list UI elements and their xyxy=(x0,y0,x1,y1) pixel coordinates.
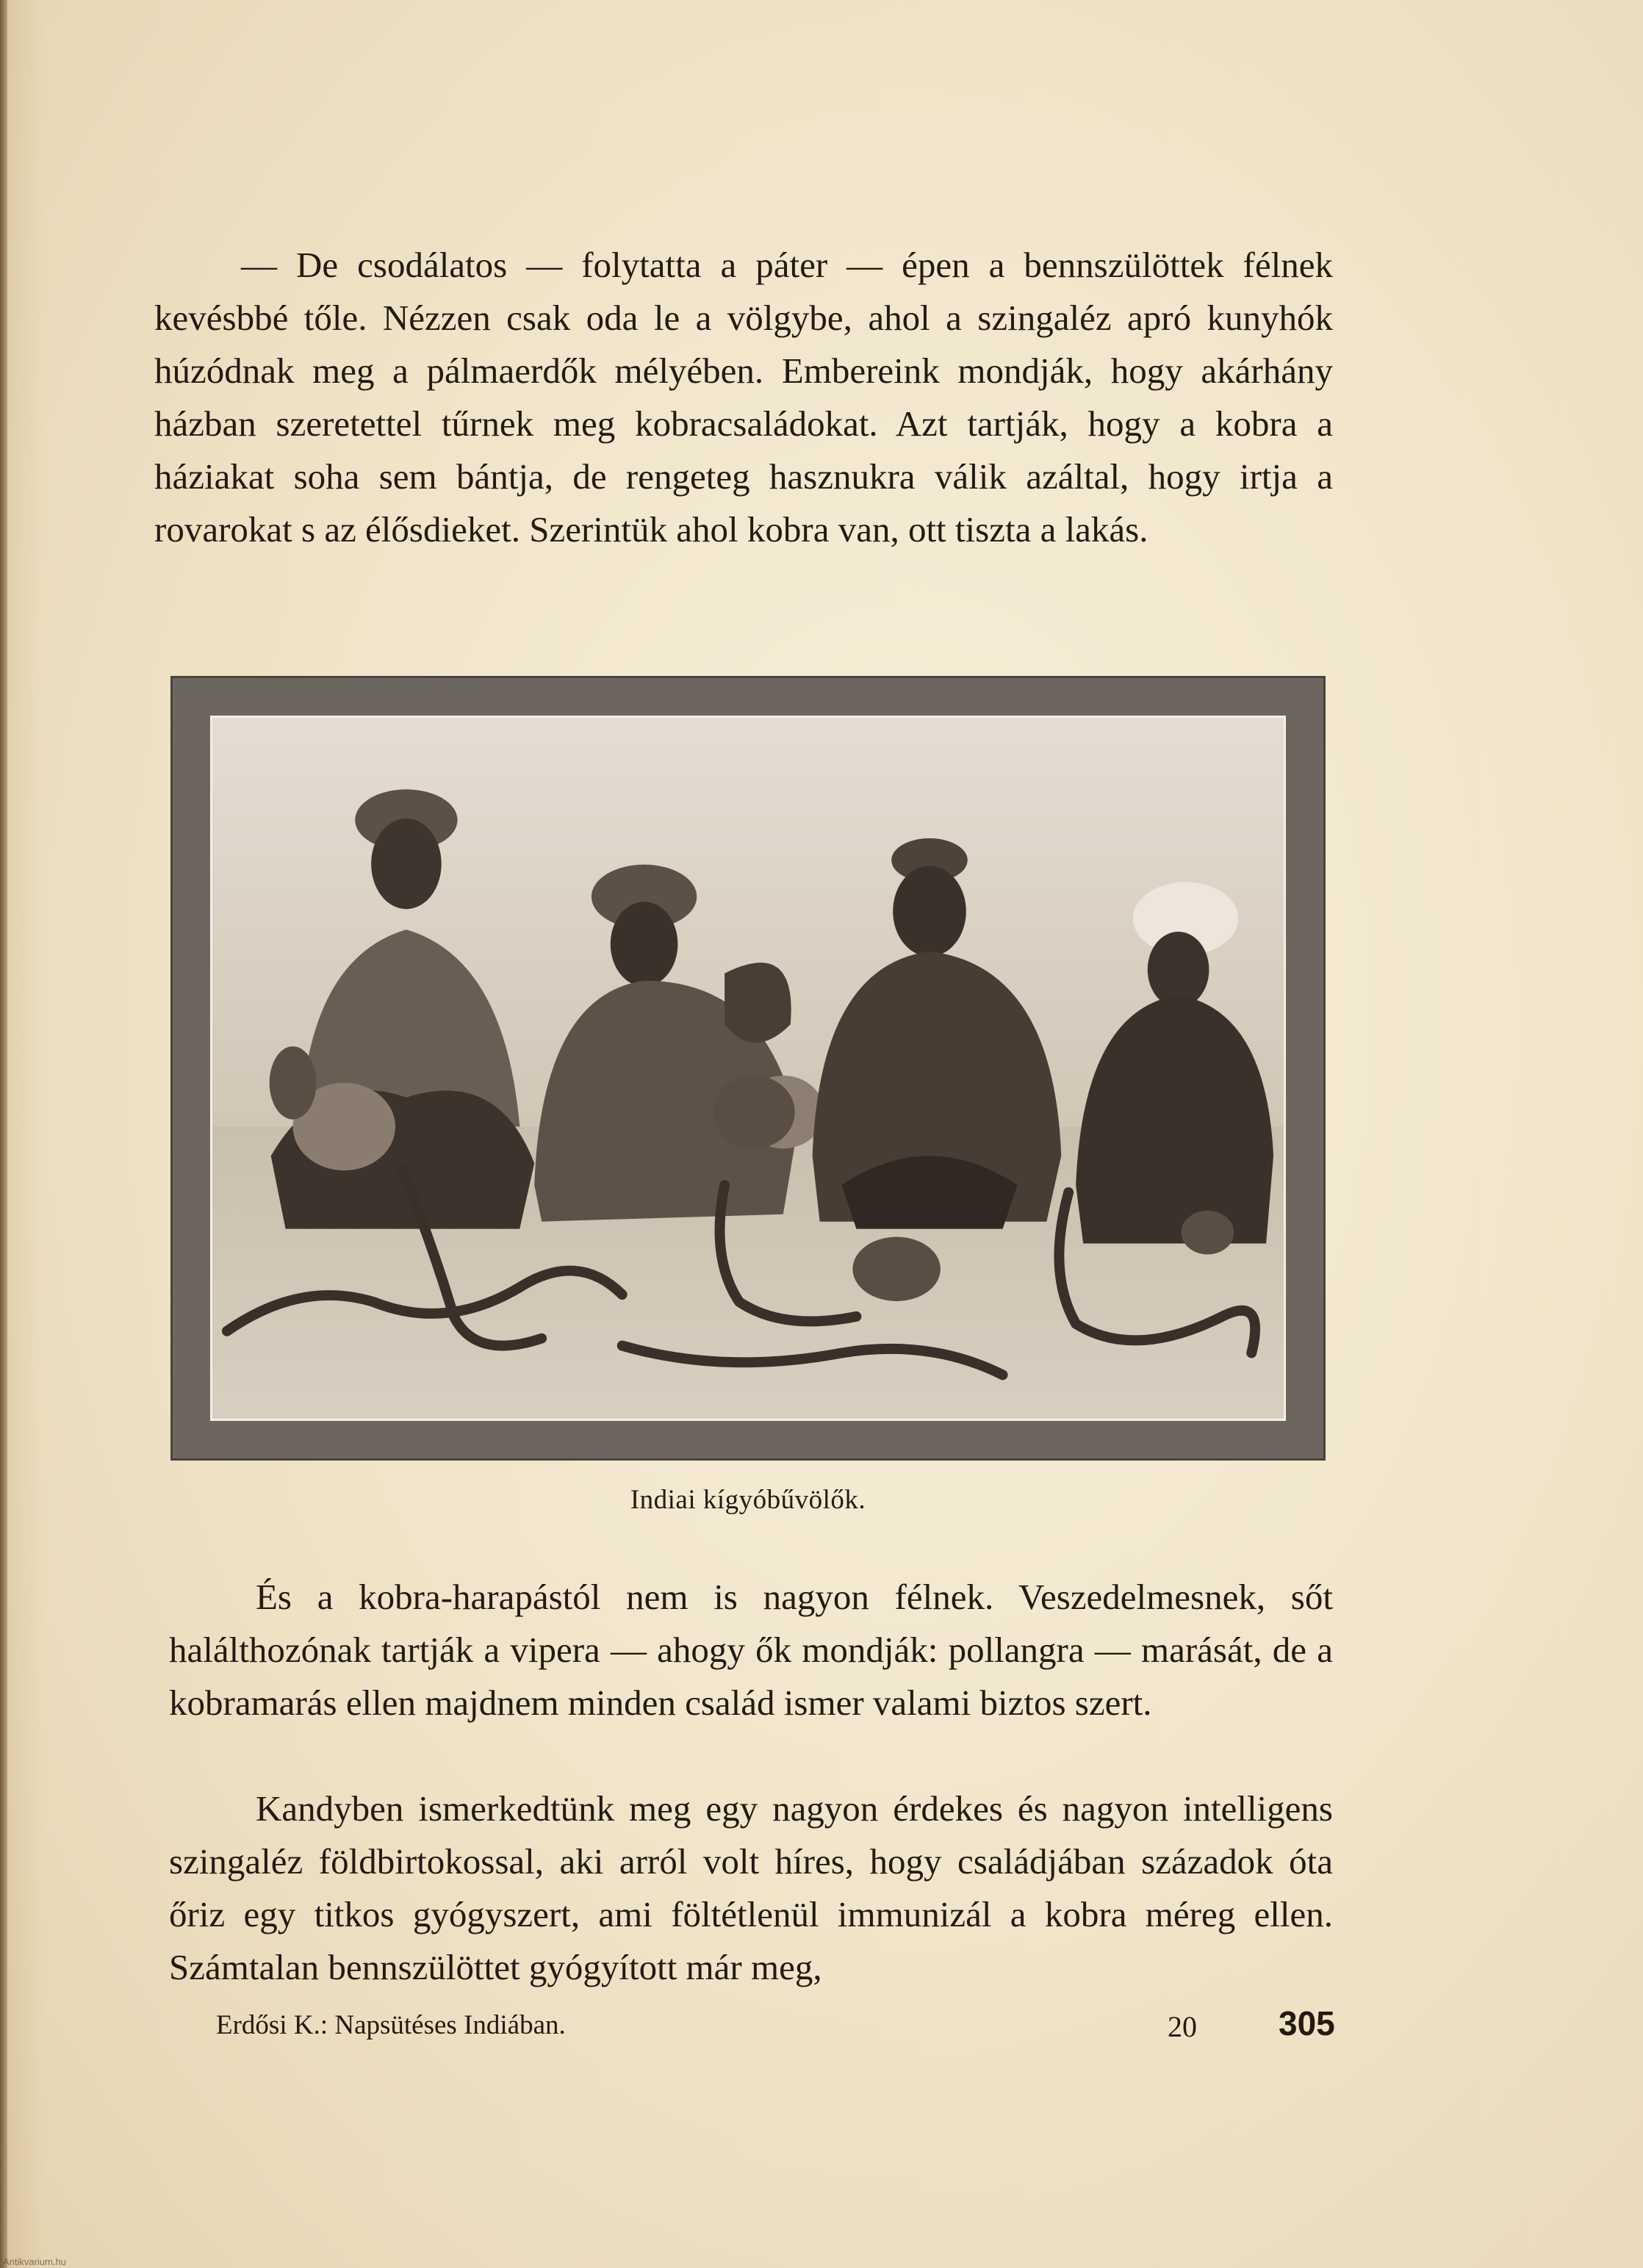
paragraph-1 xyxy=(154,239,1333,556)
page-gutter-edge xyxy=(0,0,7,2268)
paragraph-2 xyxy=(169,1571,1333,1729)
paragraph-1-text: — De csodálatos — folytatta a páter — épen a bennszülöttek félnek kevésbbé tőle. Nézzen csak oda le a völgybe, ahol a szingaléz apró kunyhók húzódnak meg a pálmaerdők mélyében. Embereink mondják, hogy akárhány házban szeretettel tűrnek meg kobracsaládokat. Azt tartják, hogy a kobra a háziakat soha sem bántja, de rengeteg hasznukra válik azáltal, hogy irtja a rovarokat s az élősdieket. Szerintük ahol kobra van, ott tiszta a lakás. xyxy=(154,245,1333,550)
paragraph-3 xyxy=(169,1782,1333,1994)
paragraph-3-text: Kandyben ismerkedtünk meg egy nagyon érdekes és nagyon intelligens szingaléz földbirtokossal, aki arról volt híres, hogy családjában századok óta őriz egy titkos gyógyszert, ami föltétlenül immunizál a kobra méreg ellen. Számtalan bennszülöttet gyógyított már meg, xyxy=(169,1788,1333,1987)
snake-charmers-illustration xyxy=(212,718,1284,1419)
figure-caption-text: Indiai kígyóbűvölők. xyxy=(630,1485,866,1515)
footer-author-title: Erdősi K.: Napsütéses Indiában. xyxy=(216,2010,566,2040)
snake-charmers-photo xyxy=(210,716,1286,1421)
watermark: Antikvarium.hu xyxy=(3,2256,66,2267)
paragraph-2-text: És a kobra-harapástól nem is nagyon félnek. Veszedelmesnek, sőt halálthozónak tartják a vipera — ahogy ők mondják: pollangra — marását, de a kobramarás ellen majdnem minden család ismer valami biztos szert. xyxy=(169,1577,1333,1723)
page-number: 305 xyxy=(1279,2004,1335,2042)
footer-signature-mark: 20 xyxy=(1168,2010,1197,2043)
figure-frame xyxy=(170,676,1326,1461)
figure-caption xyxy=(0,1484,1643,1516)
